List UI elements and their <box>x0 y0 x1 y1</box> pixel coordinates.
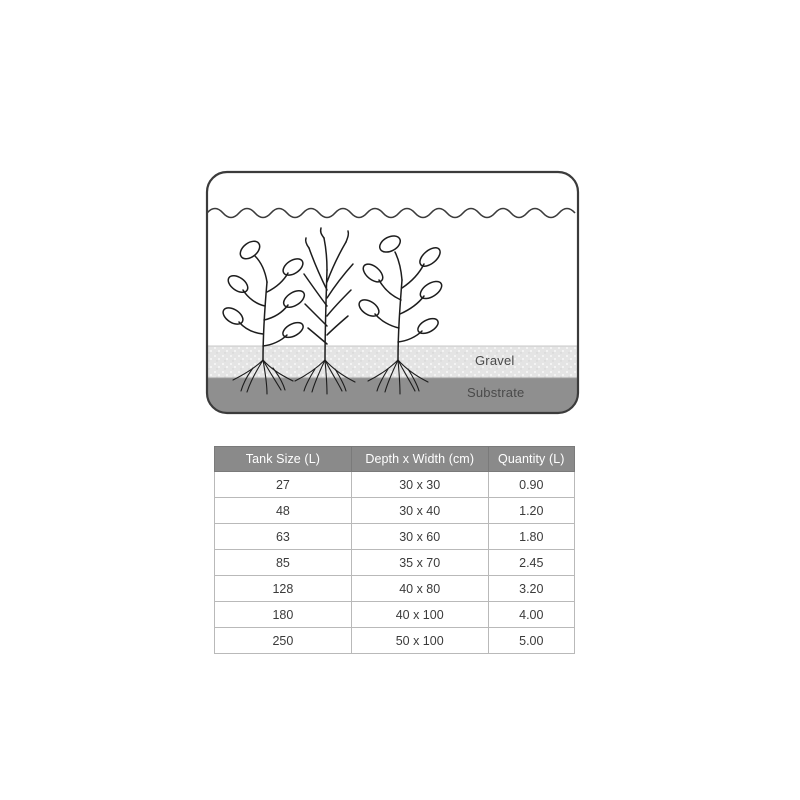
table-row <box>215 498 575 524</box>
substrate-label: Substrate <box>467 385 525 400</box>
column-header-quantity: Quantity (L) <box>488 447 574 472</box>
cell-depth-width: 35 x 70 <box>351 550 488 576</box>
spec-table <box>214 446 575 654</box>
table-row <box>215 576 575 602</box>
tank-interior <box>205 170 580 415</box>
table-row <box>215 550 575 576</box>
cell-tank-size: 27 <box>215 472 352 498</box>
cell-quantity: 1.20 <box>488 498 574 524</box>
cell-tank-size: 180 <box>215 602 352 628</box>
cell-depth-width: 50 x 100 <box>351 628 488 654</box>
cell-tank-size: 250 <box>215 628 352 654</box>
gravel-label: Gravel <box>475 353 515 368</box>
column-header-tank-size: Tank Size (L) <box>215 447 352 472</box>
table-header-row <box>215 447 575 472</box>
cell-depth-width: 40 x 100 <box>351 602 488 628</box>
cell-tank-size: 85 <box>215 550 352 576</box>
cell-depth-width: 30 x 60 <box>351 524 488 550</box>
cell-quantity: 4.00 <box>488 602 574 628</box>
aquarium-illustration <box>205 170 580 415</box>
cell-quantity: 5.00 <box>488 628 574 654</box>
cell-quantity: 3.20 <box>488 576 574 602</box>
cell-quantity: 0.90 <box>488 472 574 498</box>
cell-tank-size: 48 <box>215 498 352 524</box>
cell-depth-width: 30 x 40 <box>351 498 488 524</box>
column-header-depth-width: Depth x Width (cm) <box>351 447 488 472</box>
table-row <box>215 602 575 628</box>
table-row <box>215 628 575 654</box>
cell-depth-width: 30 x 30 <box>351 472 488 498</box>
cell-quantity: 1.80 <box>488 524 574 550</box>
cell-quantity: 2.45 <box>488 550 574 576</box>
cell-tank-size: 63 <box>215 524 352 550</box>
spec-table-container <box>214 446 575 654</box>
aquarium-svg <box>205 170 580 415</box>
table-row <box>215 472 575 498</box>
table-row <box>215 524 575 550</box>
cell-depth-width: 40 x 80 <box>351 576 488 602</box>
cell-tank-size: 128 <box>215 576 352 602</box>
